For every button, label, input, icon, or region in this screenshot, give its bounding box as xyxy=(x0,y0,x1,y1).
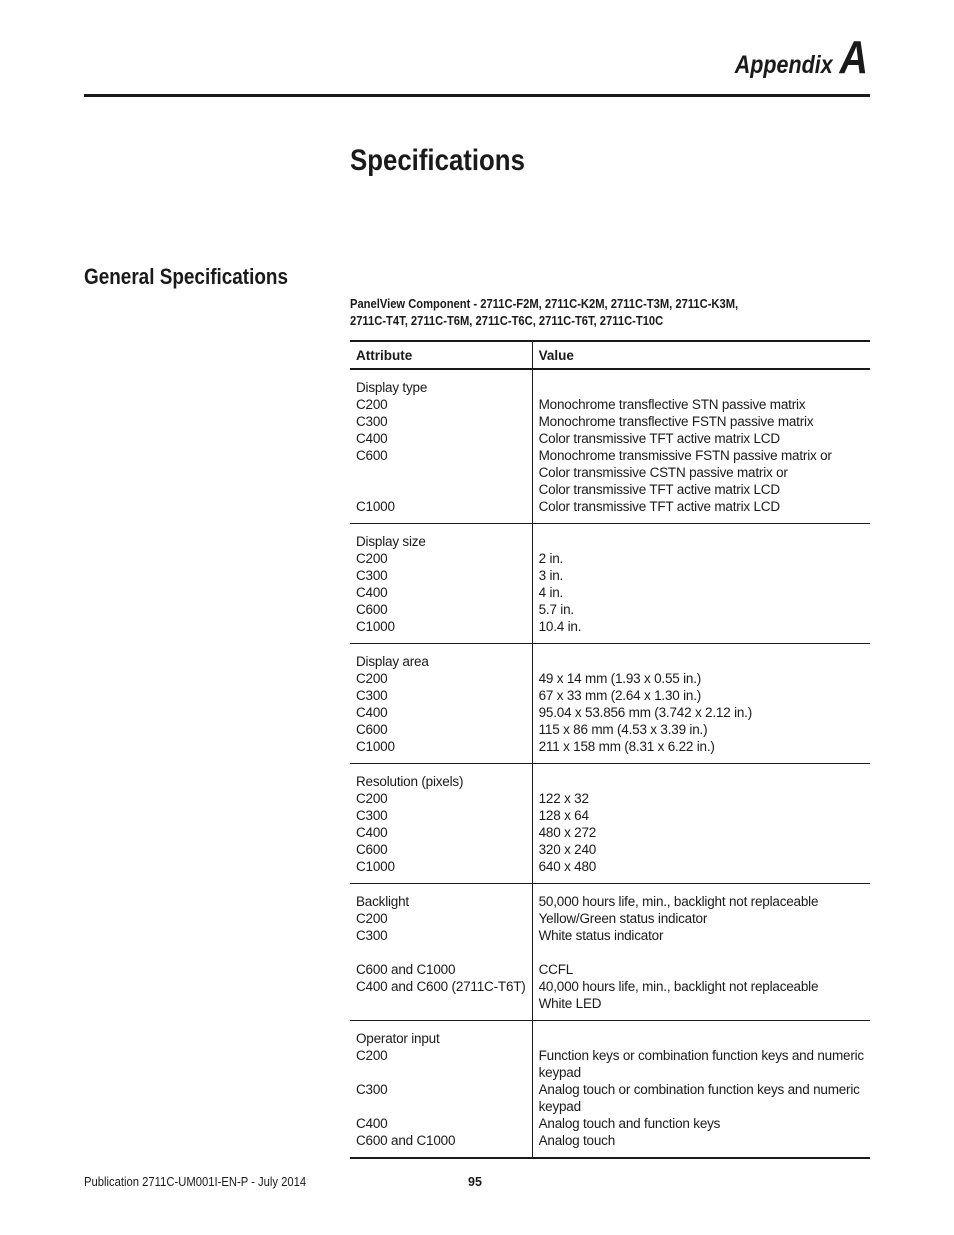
value-line xyxy=(539,653,864,670)
attribute-line: Display area xyxy=(356,654,429,669)
attribute-line: C600 and C1000 xyxy=(356,962,456,977)
section-title: General Specifications xyxy=(84,264,288,289)
attribute-line xyxy=(356,464,526,481)
attribute-line: C600 xyxy=(356,448,388,463)
value-line: 211 x 158 mm (8.31 x 6.22 in.) xyxy=(538,739,715,754)
attribute-line: C300 xyxy=(356,1082,388,1097)
table-caption-line: 2711C-T4T, 2711C-T6M, 2711C-T6C, 2711C-T6T, 2711C-T10C xyxy=(350,313,664,328)
value-line: 3 in. xyxy=(538,568,564,583)
attribute-line: C200 xyxy=(356,1048,388,1063)
attribute-cell xyxy=(350,524,532,644)
attribute-line: Resolution (pixels) xyxy=(356,774,464,789)
attribute-line: C300 xyxy=(356,414,388,429)
value-line: Analog touch and function keys xyxy=(538,1116,721,1131)
attribute-line: C400 xyxy=(356,1116,388,1131)
table-row xyxy=(350,1021,870,1159)
value-line xyxy=(539,379,864,396)
value-line: Color transmissive TFT active matrix LCD xyxy=(538,499,780,514)
footer-page-number: 95 xyxy=(468,1175,482,1189)
attribute-line: C200 xyxy=(356,671,388,686)
value-line: 50,000 hours life, min., backlight not replaceable xyxy=(538,894,819,909)
appendix-letter: A xyxy=(839,31,868,83)
attribute-line: Display size xyxy=(356,534,426,549)
value-line: 320 x 240 xyxy=(538,842,597,857)
value-line: 40,000 hours life, min., backlight not replaceable xyxy=(538,979,819,994)
value-cell xyxy=(532,1021,870,1159)
attribute-line: C600 and C1000 xyxy=(356,1133,456,1148)
attribute-line: C400 xyxy=(356,431,388,446)
attribute-line: C400 xyxy=(356,825,388,840)
value-line: Color transmissive TFT active matrix LCD xyxy=(538,431,780,446)
attribute-line: C600 xyxy=(356,842,388,857)
value-line: Analog touch or combination function keys and numeric xyxy=(538,1082,860,1097)
attribute-line xyxy=(356,1098,526,1115)
value-line: keypad xyxy=(538,1065,581,1080)
value-line: White status indicator xyxy=(538,928,664,943)
table-header-row xyxy=(350,341,870,369)
attribute-line: C1000 xyxy=(356,859,395,874)
attribute-line: C1000 xyxy=(356,619,395,634)
attribute-line: Operator input xyxy=(356,1031,440,1046)
column-header-value: Value xyxy=(532,341,870,369)
value-line: 5.7 in. xyxy=(538,602,574,617)
value-line: Color transmissive CSTN passive matrix or xyxy=(538,465,788,480)
value-line xyxy=(539,1030,864,1047)
attribute-line: C300 xyxy=(356,568,388,583)
attribute-line: C600 xyxy=(356,602,388,617)
attribute-line: C400 xyxy=(356,585,388,600)
value-line xyxy=(539,533,864,550)
value-line: 49 x 14 mm (1.93 x 0.55 in.) xyxy=(538,671,702,686)
table-row xyxy=(350,884,870,1021)
attribute-line: C200 xyxy=(356,397,388,412)
attribute-line: Display type xyxy=(356,380,428,395)
attribute-cell xyxy=(350,884,532,1021)
attribute-line: C400 xyxy=(356,705,388,720)
attribute-line: C600 xyxy=(356,722,388,737)
value-cell xyxy=(532,524,870,644)
attribute-cell xyxy=(350,1021,532,1159)
spec-table xyxy=(350,340,870,1159)
value-line: keypad xyxy=(538,1099,581,1114)
table-row xyxy=(350,369,870,524)
attribute-line: Backlight xyxy=(356,894,409,909)
value-line: Monochrome transmissive FSTN passive matrix or xyxy=(538,448,832,463)
attribute-line: C300 xyxy=(356,688,388,703)
attribute-line: C1000 xyxy=(356,499,395,514)
page-title: Specifications xyxy=(350,144,525,177)
value-cell xyxy=(532,764,870,884)
value-line: 67 x 33 mm (2.64 x 1.30 in.) xyxy=(538,688,702,703)
value-line: 95.04 x 53.856 mm (3.742 x 2.12 in.) xyxy=(538,705,753,720)
value-line xyxy=(539,773,864,790)
table-caption-line: PanelView Component - 2711C-F2M, 2711C-K2M, 2711C-T3M, 2711C-K3M, xyxy=(350,296,739,311)
value-line: 122 x 32 xyxy=(538,791,589,806)
attribute-line: C200 xyxy=(356,911,388,926)
value-line: 4 in. xyxy=(538,585,564,600)
value-line: Yellow/Green status indicator xyxy=(538,911,708,926)
value-line: Function keys or combination function keys and numeric xyxy=(538,1048,864,1063)
table-row xyxy=(350,644,870,764)
value-line: White LED xyxy=(538,996,602,1011)
value-line xyxy=(539,944,864,961)
attribute-line xyxy=(356,995,526,1012)
table-body xyxy=(350,369,870,1158)
value-line: Monochrome transflective STN passive matrix xyxy=(538,397,806,412)
value-line: 480 x 272 xyxy=(538,825,597,840)
column-header-attribute: Attribute xyxy=(350,341,532,369)
value-line: 115 x 86 mm (4.53 x 3.39 in.) xyxy=(538,722,708,737)
value-line: 128 x 64 xyxy=(538,808,589,823)
appendix-header xyxy=(734,31,868,83)
attribute-line: C200 xyxy=(356,551,388,566)
header-rule xyxy=(84,94,870,97)
attribute-cell xyxy=(350,644,532,764)
attribute-line: C300 xyxy=(356,928,388,943)
attribute-line: C300 xyxy=(356,808,388,823)
attribute-line: C1000 xyxy=(356,739,395,754)
value-line: 2 in. xyxy=(538,551,564,566)
value-line: Color transmissive TFT active matrix LCD xyxy=(538,482,780,497)
footer-publication: Publication 2711C-UM001I-EN-P - July 2014 xyxy=(84,1175,307,1189)
value-line: Analog touch xyxy=(538,1133,616,1148)
value-cell xyxy=(532,369,870,524)
attribute-line: C200 xyxy=(356,791,388,806)
attribute-line: C400 and C600 (2711C-T6T) xyxy=(356,979,526,994)
attribute-cell xyxy=(350,369,532,524)
value-cell xyxy=(532,884,870,1021)
value-line: CCFL xyxy=(538,962,574,977)
table-caption xyxy=(350,295,866,329)
value-cell xyxy=(532,644,870,764)
attribute-line xyxy=(356,944,526,961)
table-row xyxy=(350,764,870,884)
attribute-cell xyxy=(350,764,532,884)
attribute-line xyxy=(356,1064,526,1081)
value-line: 10.4 in. xyxy=(538,619,582,634)
table-row xyxy=(350,524,870,644)
attribute-line xyxy=(356,481,526,498)
value-line: Monochrome transflective FSTN passive matrix xyxy=(538,414,814,429)
appendix-word: Appendix xyxy=(734,51,833,79)
value-line: 640 x 480 xyxy=(538,859,597,874)
